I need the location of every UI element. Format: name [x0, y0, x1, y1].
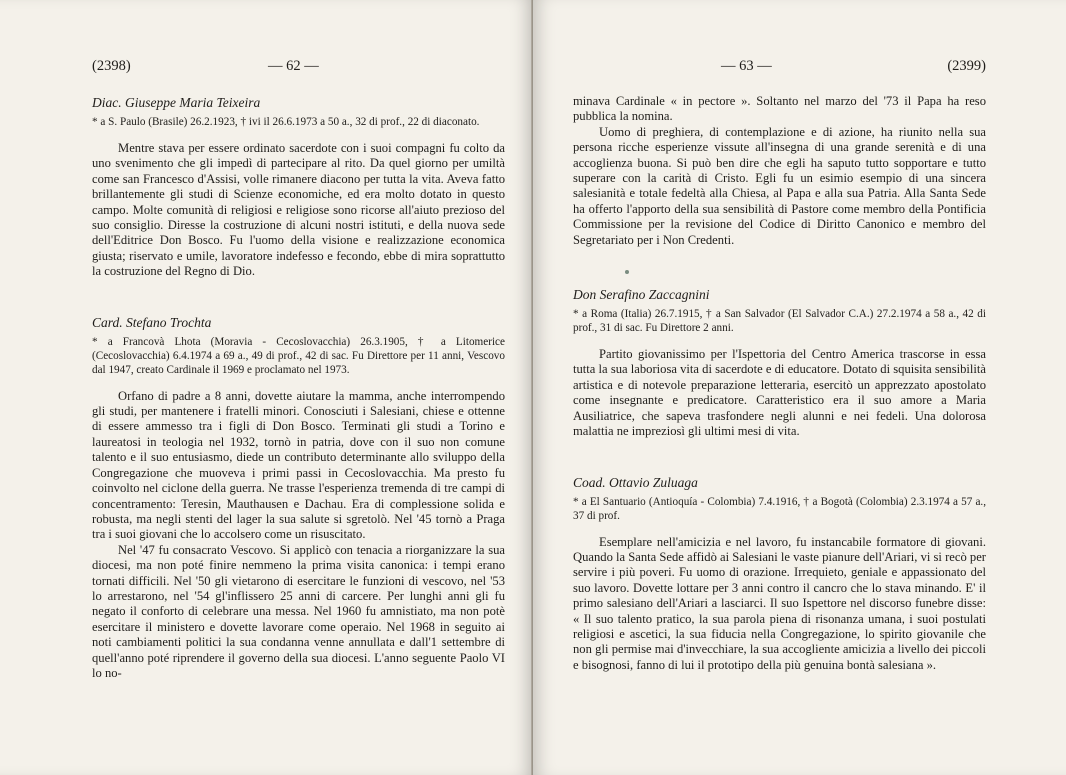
- entry-title: Don Serafino Zaccagnini: [573, 287, 710, 303]
- entry-paragraph: Partito giovanissimo per l'Ispettoria del Centro America trascorse in essa tutta la sua laboriosa vita di sacerdote e di educatore. Dotato di squisita sensibilità artistica e di notevole preparazione letteraria, esercitò un apprezzato apostolato come insegnante e predicatore. Caratteristico era il suo amore a Maria Ausiliatrice, che sapeva trasfondere negli alunni e nei fedeli. Una dolorosa malattia ne impreziosì gli ultimi mesi di vita.: [573, 347, 986, 439]
- page-number: — 63 —: [721, 58, 772, 74]
- entry-zaccagnini: [573, 286, 986, 439]
- continuation-paragraph: minava Cardinale « in pectore ». Soltanto nel marzo del '73 il Papa ha reso pubblica la nomina.: [573, 94, 986, 124]
- page-number: — 62 —: [268, 58, 319, 74]
- entry-meta: * a Francovà Lhota (Moravia - Cecoslovacchia) 26.3.1905, † a Litomerice (Cecoslovacchia) 6.4.1974 a 69 a., 49 di prof., 42 di sac. Fu Direttore per 11 anni, Vescovo dal 1947, creato Cardinale il 1969 e proclamato nel 1973.: [92, 335, 505, 376]
- ink-dot: [625, 270, 629, 274]
- page-header: [573, 58, 986, 80]
- entry-teixeira: [92, 94, 505, 280]
- entry-title: Card. Stefano Trochta: [92, 314, 212, 330]
- page-header: [92, 58, 505, 80]
- entry-trochta-continued: [573, 94, 986, 248]
- entry-paragraph: Mentre stava per essere ordinato sacerdote con i suoi compagni fu colto da uno svenimento che gli impedì di partecipare al rito. Da quel giorno per umiltà come san Francesco d'Assisi, volle rimanere diacono per tutta la vita. Aveva fatto brillantemente gli studi di Scienze economiche, ed era molto dotato in questo campo. Molte comunità di religiosi e religiose sono ricorse all'aiuto prezioso del suo consiglio. Diresse la costruzione di alcuni nostri istituti, e della nuova sede dell'Editrice Don Bosco. Fu l'uomo della visione e realizzazione economica giusta; riservato e umile, lavoratore indefesso e fecondo, ebbe di mira soprattutto la costruzione del Regno di Dio.: [92, 141, 505, 279]
- entry-meta: * a Roma (Italia) 26.7.1915, † a San Salvador (El Salvador C.A.) 27.2.1974 a 58 a., 42 di prof., 31 di sac. Fu Direttore 2 anni.: [573, 308, 986, 335]
- page-code: (2398): [92, 58, 131, 74]
- entry-paragraph: Nel '47 fu consacrato Vescovo. Si applicò con tenacia a riorganizzare la sua diocesi, ma non poté finire nemmeno la prima visita canonica: i tempi erano tornati difficili. Nel '50 gli vietarono di esercitare le funzioni di vescovo, nel '53 lo arrestarono, nel '54 gl'inflissero 25 anni di carcere. Per lunghi anni gli fu negato il conforto di celebrare una messa. Nel 1960 fu amnistiato, ma non potè esercitare il ministero e dovette lavorare come operaio. Nel 1968 in seguito ai noti cambiamenti politici la sua condanna venne annullata e dall'1 settembre di quell'anno poté riprendere il governo della sua diocesi. L'anno seguente Paolo VI lo no-: [92, 542, 505, 680]
- entry-meta: * a S. Paulo (Brasile) 26.2.1923, † ivi il 26.6.1973 a 50 a., 32 di prof., 22 di diaconato.: [92, 116, 480, 128]
- page-code: (2399): [947, 58, 986, 74]
- entry-meta: * a El Santuario (Antioquía - Colombia) 7.4.1916, † a Bogotà (Colombia) 2.3.1974 a 57 a., 37 di prof.: [573, 495, 986, 522]
- entry-title: Coad. Ottavio Zuluaga: [573, 474, 698, 490]
- continuation-paragraph: Uomo di preghiera, di contemplazione e di azione, ha riunito nella sua persona ricche esperienze vissute all'insegna di una grande serenità e di una accoglienza buona. Si può ben dire che egli ha saputo tutto sopportare e tutto superare con la carità di Cristo. Egli fu un esimio esempio di una sincera salesianità e totale fedeltà alla Chiesa, al Papa e alla sua Patria. Alla Santa Sede ha offerto l'apporto della sua sensibilità di Pastore come membro della Pontificia Commissione per la revisione del Codice di Diritto Canonico e membro del Segretariato per i Non Credenti.: [573, 124, 986, 247]
- entry-zuluaga: [573, 474, 986, 674]
- entry-paragraph: Orfano di padre a 8 anni, dovette aiutare la mamma, anche interrompendo gli studi, per mantenere i fratelli minori. Conosciuti i Salesiani, chiese e ottenne di essere ammesso tra i figli di Don Bosco. Terminati gli studi a Torino e laureatosi in teologia nel 1932, tornò in patria, dove con il suo non comune talento e il suo entusiasmo, diede un contributo determinante allo sviluppo della Congregazione che muoveva i primi passi in Cecoslovacchia. Ma presto fu coinvolto nel ciclone della guerra. Ne trasse l'esperienza tremenda di tre campi di concentramento: Teresin, Mauthausen e Dachau. Era di complessione solida e robusta, ma negli stenti del lager la sua salute si sgretolò. Nel '45 tornò a Praga tra i suoi giovani che lo accolsero come un risuscitato.: [92, 388, 505, 542]
- entry-title: Diac. Giuseppe Maria Teixeira: [92, 95, 261, 110]
- right-page: [533, 0, 1066, 775]
- entry-paragraph: Esemplare nell'amicizia e nel lavoro, fu instancabile formatore di giovani. Quando la Santa Sede affidò ai Salesiani le vaste pianure dell'Ariari, vi si recò per servire i più poveri. Fu uomo di orazione. Irrequieto, geniale e appassionato del suo lavoro. Dovette lottare per 3 anni contro il cancro che lo stava minando. E' il primo salesiano dell'Ariari a lasciarci. Il suo Ispettore nel discorso funebre disse: « Il suo talento pratico, la sua parola piena di risonanza umana, i suoi postulati religiosi e ascetici, la sua fiducia nella Congregazione, lo spirito giovanile che non gli permise mai d'invecchiare, la sua accogliente amicizia a livello dei piccoli e bisognosi, fanno di lui il prototipo della più genuina bontà salesiana ».: [573, 534, 986, 672]
- entry-trochta: [92, 314, 505, 682]
